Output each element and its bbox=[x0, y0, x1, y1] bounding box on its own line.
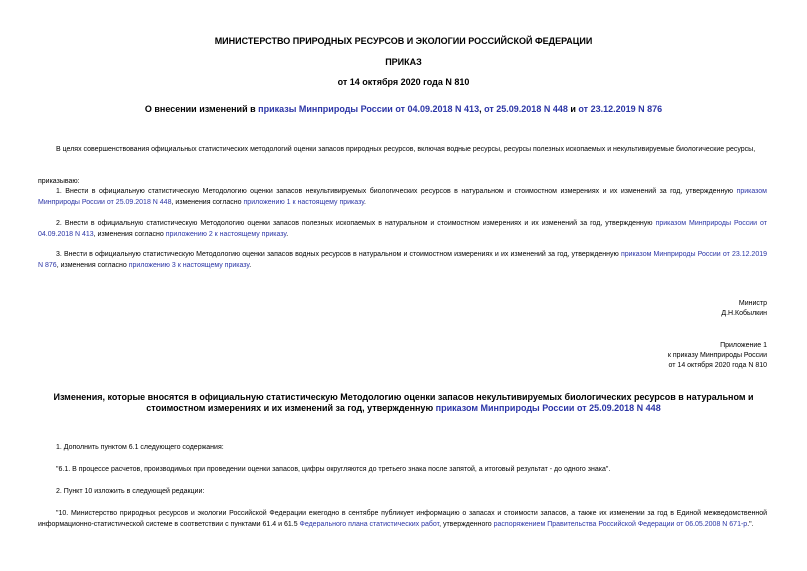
item-2-order-link[interactable]: приказом Минприроды России от 04.09.2018 N 413 bbox=[38, 220, 768, 238]
signature-position: Министр bbox=[738, 300, 767, 307]
order-item-3 bbox=[38, 249, 767, 271]
appendix-line-3: от 14 октября 2020 года N 810 bbox=[668, 362, 767, 369]
appendix-title-link[interactable]: приказом Минприроды России от 25.09.2018 N 448 bbox=[435, 403, 661, 413]
appendix-line-2: к приказу Минприроды России bbox=[667, 352, 767, 359]
item-3-text-mid: , изменения согласно bbox=[56, 262, 129, 269]
item-2-text-end: . bbox=[286, 231, 289, 238]
federal-plan-link[interactable]: Федерального плана статистических работ bbox=[299, 521, 440, 528]
item-3-appendix-link[interactable]: приложению 3 к настоящему приказу bbox=[128, 262, 250, 269]
ministry-heading: МИНИСТЕРСТВО ПРИРОДНЫХ РЕСУРСОВ И ЭКОЛОГИИ РОССИЙСКОЙ ФЕДЕРАЦИИ bbox=[214, 36, 593, 46]
change-1: 1. Дополнить пунктом 6.1 следующего содержания: bbox=[56, 444, 224, 451]
change-2: 2. Пункт 10 изложить в следующей редакции: bbox=[56, 488, 205, 495]
signature-name: Д.Н.Кобылкин bbox=[721, 310, 767, 317]
change-2-quote-mid: , утвержденного bbox=[439, 521, 494, 528]
subject-link-448[interactable]: от 25.09.2018 N 448 bbox=[484, 104, 568, 114]
change-2-quote bbox=[38, 508, 767, 530]
order-item-2 bbox=[38, 218, 767, 240]
order-date-number: от 14 октября 2020 года N 810 bbox=[337, 77, 470, 87]
appendix-title-text: Изменения, которые вносятся в официальную статистическую Методологию оценки запасов некультивируемых биологических ресурсов в натуральном и стоимостном измерениях и их изменений за год, утвержденную bbox=[53, 392, 754, 413]
preamble-paragraph: В целях совершенствования официальных статистических методологий оценки запасов природных ресурсов, включая водные ресурсы, ресурсы полезных ископаемых и некультивируемые биологические ресурсы, bbox=[56, 146, 756, 153]
item-1-order-link[interactable]: приказом Минприроды России от 25.09.2018 N 448 bbox=[38, 188, 767, 206]
subject-sep-1: , bbox=[479, 104, 485, 114]
item-1-text: 1. Внести в официальную статистическую Методологию оценки запасов некультивируемых биологических ресурсов в натуральном и стоимостном измерениях и их изменений за год, утвержденную bbox=[56, 188, 737, 195]
item-3-text: 3. Внести в официальную статистическую Методологию оценки запасов водных ресурсов в натуральном и стоимостном измерениях и их изменений за год, утвержденную bbox=[56, 251, 621, 258]
change-2-quote-text: "10. Министерство природных ресурсов и экологии Российской Федерации ежегодно в сентябре публикует информацию о запасах и стоимости запасов, а также их изменении за год в Единой межведомственной информационно-статистической системе в соответствии с пунктами 61.4 и 61.5 bbox=[38, 510, 767, 528]
item-3-text-end: . bbox=[249, 262, 252, 269]
appendix-title bbox=[40, 392, 767, 414]
appendix-line-1: Приложение 1 bbox=[720, 342, 767, 349]
item-2-text-mid: , изменения согласно bbox=[93, 231, 166, 238]
subject-link-413[interactable]: приказы Минприроды России от 04.09.2018 N 413 bbox=[258, 104, 480, 114]
subject-link-876[interactable]: от 23.12.2019 N 876 bbox=[578, 104, 663, 114]
item-1-appendix-link[interactable]: приложению 1 к настоящему приказу bbox=[243, 199, 365, 206]
subject-prefix: О внесении изменений в bbox=[144, 104, 259, 114]
item-1-text-mid: , изменения согласно bbox=[171, 199, 244, 206]
change-1-quote: "6.1. В процессе расчетов, производимых при проведении оценки запасов, цифры округляются до третьего знака после запятой, а итоговый результат - до одного знака". bbox=[56, 466, 611, 473]
doc-type-heading: ПРИКАЗ bbox=[385, 57, 422, 67]
item-3-order-link[interactable]: приказом Минприроды России от 23.12.2019 N 876 bbox=[38, 251, 767, 269]
government-order-link[interactable]: распоряжением Правительства Российской Федерации от 06.05.2008 N 671-р bbox=[493, 521, 748, 528]
order-subject bbox=[0, 104, 807, 115]
item-2-text: 2. Внести в официальную статистическую Методологию оценки запасов полезных ископаемых в натуральном и стоимостном измерениях и их изменений за год, утвержденную bbox=[56, 220, 656, 227]
change-2-quote-end: .". bbox=[747, 521, 754, 528]
order-item-1 bbox=[38, 186, 767, 208]
subject-sep-2: и bbox=[567, 104, 579, 114]
signature-block bbox=[721, 299, 767, 319]
item-2-appendix-link[interactable]: приложению 2 к настоящему приказу bbox=[165, 231, 287, 238]
order-word: приказываю: bbox=[38, 178, 80, 185]
item-1-text-end: . bbox=[364, 199, 366, 206]
appendix-reference bbox=[668, 341, 767, 371]
